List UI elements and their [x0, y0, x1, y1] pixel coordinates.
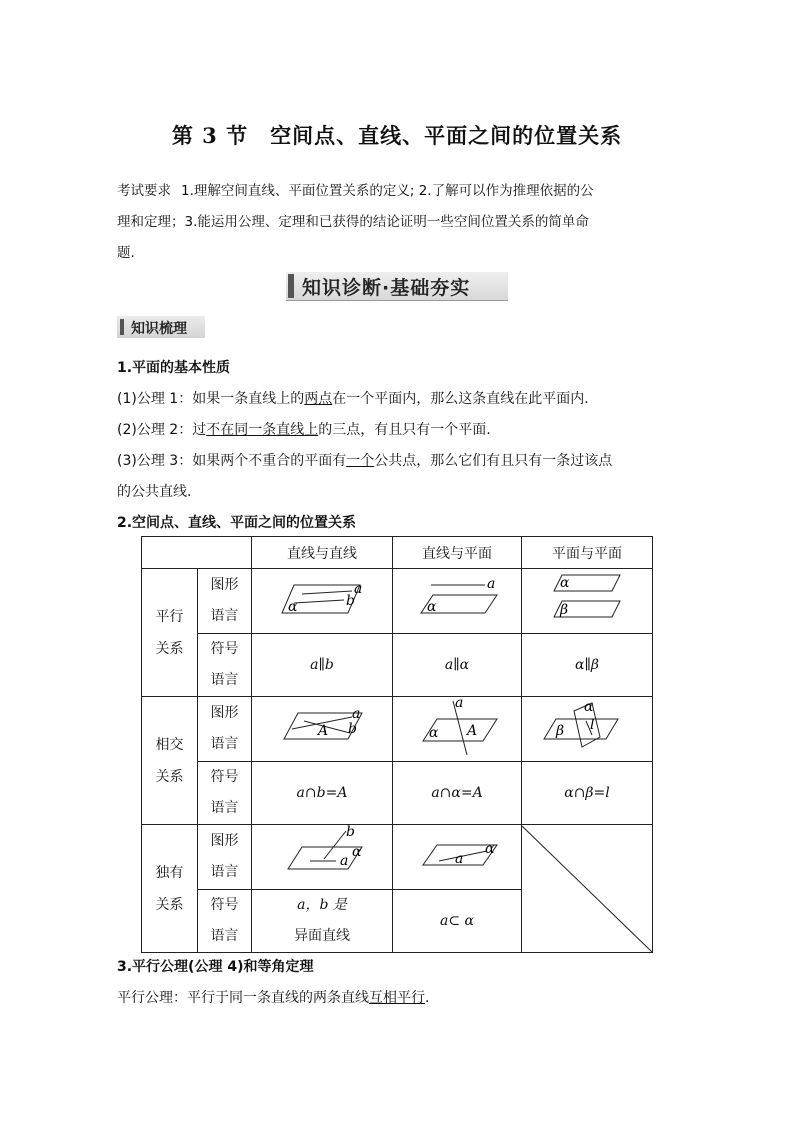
axiom-3-cont: 的公共直线. — [117, 484, 192, 500]
svg-text:b: b — [346, 593, 355, 609]
exam-requirements — [117, 176, 679, 269]
fig-line-parallel-plane — [393, 569, 522, 634]
col-header-line-plane: 直线与平面 — [393, 537, 522, 569]
group-intersect: 相交 关系 — [142, 697, 198, 825]
requirements-line-3: 题. — [117, 245, 135, 261]
fig-intersect-lines — [252, 697, 393, 762]
svg-text:l: l — [590, 717, 595, 733]
col-header-plane-plane: 平面与平面 — [522, 537, 653, 569]
header-empty-cell — [142, 537, 252, 569]
svg-text:β: β — [560, 602, 569, 618]
fig-parallel-planes — [522, 569, 653, 634]
relation-table — [141, 536, 653, 953]
row-label-figure: 图形 语言 — [198, 697, 252, 762]
svg-text:α: α — [352, 844, 362, 860]
sym-line-intersect-plane: a∩α=A — [393, 762, 522, 825]
subheading-box — [117, 316, 205, 338]
section2-heading: 2.空间点、直线、平面之间的位置关系 — [117, 515, 357, 531]
fig-line-in-plane — [393, 825, 522, 890]
parallel-axiom: 平行公理：平行于同一条直线的两条直线互相平行. — [117, 990, 430, 1006]
sym-line-parallel-plane: a∥α — [393, 634, 522, 697]
fig-skew-lines — [252, 825, 393, 890]
section3-heading: 3.平行公理(公理 4)和等角定理 — [117, 959, 314, 975]
row-label-figure: 图形 语言 — [198, 825, 252, 890]
empty-diagonal-cell — [522, 825, 653, 953]
svg-text:a: a — [455, 851, 464, 867]
col-header-line-line: 直线与直线 — [252, 537, 393, 569]
page-title: 第 3 节 空间点、直线、平面之间的位置关系 — [171, 123, 623, 148]
svg-text:a: a — [354, 581, 363, 597]
svg-text:β: β — [556, 723, 565, 739]
sym-parallel-lines: a∥b — [252, 634, 393, 697]
requirements-line-2: 理和定理；3.能运用公理、定理和已获得的结论证明一些空间位置关系的简单命 — [117, 214, 589, 230]
svg-text:α: α — [429, 725, 439, 741]
section-banner — [286, 272, 508, 301]
sym-skew-lines: a，b 是 异面直线 — [252, 890, 393, 953]
row-label-symbol: 符号 语言 — [198, 890, 252, 953]
sym-intersect-lines: a∩b=A — [252, 762, 393, 825]
requirements-line-1: 1.理解空间直线、平面位置关系的定义; 2.了解可以作为推理依据的公 — [181, 183, 594, 199]
svg-text:a: a — [340, 853, 349, 869]
svg-text:α: α — [485, 841, 495, 857]
svg-text:α: α — [560, 575, 570, 591]
svg-text:a: a — [455, 697, 464, 711]
svg-text:a: a — [352, 706, 361, 722]
svg-text:b: b — [348, 721, 357, 737]
row-label-symbol: 符号 语言 — [198, 762, 252, 825]
sym-parallel-planes: α∥β — [522, 634, 653, 697]
sym-line-in-plane: a⊂ α — [393, 890, 522, 953]
svg-text:A: A — [318, 723, 329, 739]
group-parallel: 平行 关系 — [142, 569, 198, 697]
fig-line-intersect-plane — [393, 697, 522, 762]
banner-bar — [288, 274, 294, 298]
group-unique: 独有 关系 — [142, 825, 198, 953]
row-label-figure: 图形 语言 — [198, 569, 252, 634]
svg-text:α: α — [288, 599, 298, 615]
fig-intersecting-planes — [522, 697, 653, 762]
svg-text:A: A — [467, 723, 478, 739]
requirements-label: 考试要求 — [117, 183, 171, 199]
axiom-2: (2)公理 2：过不在同一条直线上的三点，有且只有一个平面. — [117, 422, 491, 438]
section1-heading: 1.平面的基本性质 — [117, 360, 231, 376]
row-label-symbol: 符号 语言 — [198, 634, 252, 697]
subheading-bar — [120, 319, 124, 335]
svg-text:α: α — [427, 599, 437, 615]
axiom-3: (3)公理 3：如果两个不重合的平面有一个公共点，那么它们有且只有一条过该点 — [117, 453, 613, 469]
svg-text:b: b — [346, 825, 355, 840]
svg-text:a: a — [487, 576, 496, 592]
axiom-1: (1)公理 1：如果一条直线上的两点在一个平面内，那么这条直线在此平面内. — [117, 391, 589, 407]
subheading-title: 知识梳理 — [131, 321, 187, 337]
svg-text:α: α — [584, 699, 594, 715]
sym-intersecting-planes: α∩β=l — [522, 762, 653, 825]
banner-title: 知识诊断·基础夯实 — [302, 277, 471, 299]
fig-parallel-lines — [252, 569, 393, 634]
